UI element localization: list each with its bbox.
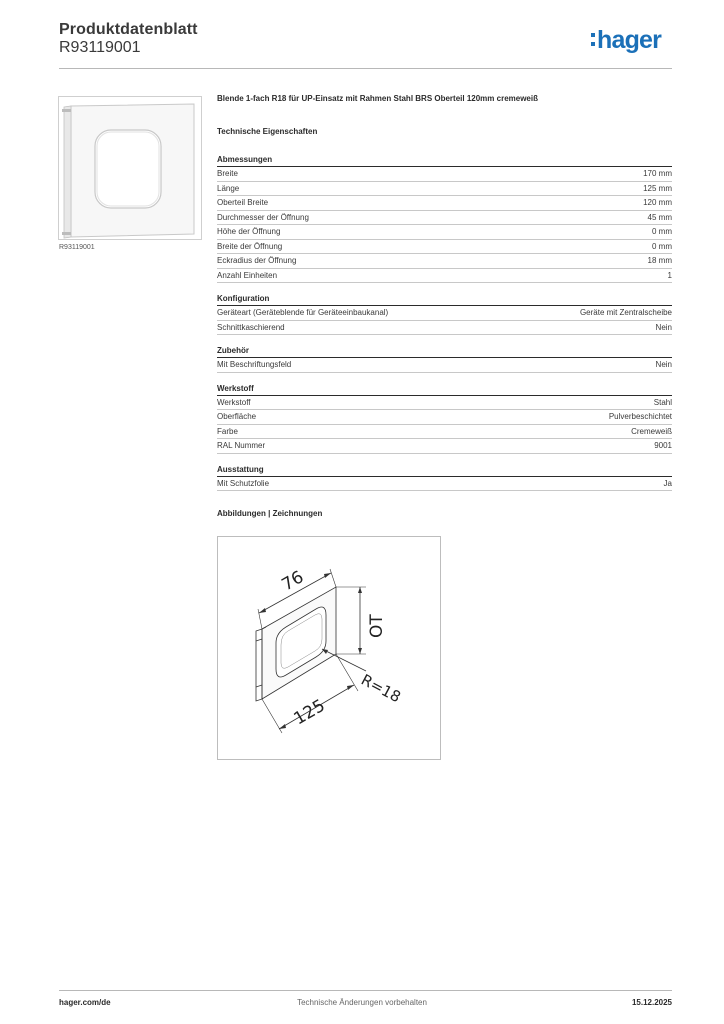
spec-value: Stahl [653,397,672,407]
dimension-drawing [218,537,440,759]
spec-value: Geräte mit Zentralscheibe [579,308,672,317]
spec-label: Werkstoff [217,397,251,407]
spec-value: Nein [655,360,672,369]
spec-value: Ja [663,478,672,488]
spec-group-title: Zubehör [217,345,672,358]
spec-group-title: Ausstattung [217,464,672,477]
footer-date: 15.12.2025 [631,998,672,1007]
spec-group [217,154,672,283]
spec-label: Breite [217,169,238,178]
spec-value: Cremeweiß [631,426,672,436]
spec-group [217,383,672,454]
spec-value: Nein [655,322,672,332]
dimension-top: 76 [278,567,308,596]
drawings-title: Abbildungen | Zeichnungen [217,509,323,518]
spec-row [217,211,672,226]
product-image [58,96,202,240]
spec-label: Oberteil Breite [217,198,269,207]
spec-label: Mit Beschriftungsfeld [217,360,292,369]
spec-row [217,396,672,411]
spec-group-title: Werkstoff [217,383,672,396]
spec-value: Pulverbeschichtet [608,412,672,421]
technical-drawing [217,536,441,760]
spec-value: 9001 [654,441,672,450]
spec-value: 0 mm [652,227,672,236]
footer-website[interactable]: hager.com/de [59,998,111,1007]
header-divider [59,68,672,69]
spec-group [217,345,672,373]
spec-row [217,477,672,492]
spec-label: Schnittkaschierend [217,322,285,332]
spec-label: Farbe [217,426,238,436]
spec-row [217,167,672,182]
spec-row [217,225,672,240]
spec-label: Höhe der Öffnung [217,227,281,236]
logo-colon-icon [591,33,596,51]
footer-disclaimer: Technische Änderungen vorbehalten [297,998,427,1007]
spec-label: Geräteart (Geräteblende für Geräteeinbaukanal) [217,308,389,317]
spec-label: RAL Nummer [217,441,266,450]
spec-label: Oberfläche [217,412,257,421]
image-caption: R93119001 [59,244,95,251]
spec-value: 18 mm [647,256,672,265]
spec-value: 0 mm [652,241,672,251]
spec-label: Anzahl Einheiten [217,270,278,280]
specification-area [217,94,672,520]
product-name: Blende 1-fach R18 für UP-Einsatz mit Rahmen Stahl BRS Oberteil 120mm cremeweiß [217,94,538,103]
logo-text: hager [597,26,662,54]
spec-row [217,254,672,269]
spec-label: Eckradius der Öffnung [217,256,297,265]
spec-value: 170 mm [643,169,672,178]
dimension-bottom: 125 [290,695,329,730]
spec-label: Mit Schutzfolie [217,478,270,488]
section-title: Technische Eigenschaften [217,127,318,136]
spec-row [217,410,672,425]
spec-label: Breite der Öffnung [217,241,283,251]
spec-row [217,182,672,197]
cover-plate-illustration [59,97,201,239]
spec-label: Länge [217,183,240,193]
spec-group [217,464,672,492]
spec-groups [217,154,672,491]
spec-group [217,293,672,335]
spec-row [217,196,672,211]
spec-row [217,321,672,336]
spec-row [217,439,672,454]
spec-value: 45 mm [647,212,672,222]
article-number: R93119001 [59,39,141,56]
dimension-height: OT [367,614,387,638]
spec-row [217,358,672,373]
dimension-radius: R=18 [358,670,404,707]
spec-group-title: Abmessungen [217,154,672,167]
page-title: Produktdatenblatt [59,21,198,38]
spec-row [217,306,672,321]
spec-label: Durchmesser der Öffnung [217,212,309,222]
footer-divider [59,990,672,991]
spec-value: 125 mm [643,183,672,193]
spec-row [217,269,672,284]
spec-group-title: Konfiguration [217,293,672,306]
spec-row [217,425,672,440]
spec-value: 120 mm [643,198,672,207]
spec-value: 1 [667,270,672,280]
spec-row [217,240,672,255]
